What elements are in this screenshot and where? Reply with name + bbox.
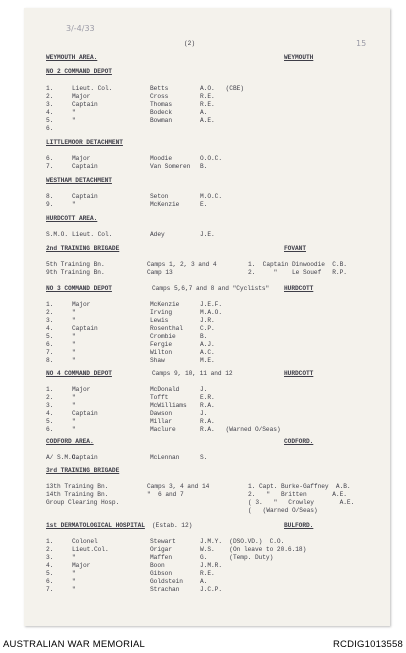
row-number: 4.	[46, 410, 54, 417]
officer-name: Thomas	[150, 101, 172, 108]
officer-initials: J.E.F.	[200, 301, 222, 308]
officer-name: Goldstein	[150, 578, 183, 585]
officer-initials: M.E.	[200, 357, 215, 364]
officer-rank: Major	[72, 386, 91, 393]
officer-initials: J.C.P.	[200, 586, 222, 593]
section-title: WEYMOUTH AREA.	[46, 54, 98, 61]
section-location-note: Camps 5,6,7 and 8 and "Cyclists"	[152, 285, 270, 292]
unit-officer: 2. " Britten A.E.	[248, 491, 347, 498]
officer-rank: "	[72, 570, 76, 577]
officer-rank: Captain	[72, 163, 98, 170]
officer-initials: O.O.C.	[200, 155, 222, 162]
officer-rank: Lieut. Col.	[72, 231, 113, 238]
unit-name: 14th Training Bn.	[46, 491, 109, 498]
section-title: 1st DERMATOLOGICAL HOSPITAL	[46, 522, 145, 529]
officer-name: Cross	[150, 93, 169, 100]
officer-initials: J.R.	[200, 317, 215, 324]
officer-rank: "	[72, 402, 76, 409]
officer-rank: "	[72, 578, 76, 585]
officer-name: McLennan	[150, 454, 180, 461]
row-number: 4.	[46, 325, 54, 332]
officer-rank: "	[72, 201, 76, 208]
row-number: 7.	[46, 586, 54, 593]
officer-name: Betts	[150, 85, 169, 92]
section-location: WEYMOUTH	[284, 54, 314, 61]
officer-initials: R.E.	[200, 570, 215, 577]
officer-initials: E.	[200, 201, 208, 208]
row-number: 6.	[46, 341, 54, 348]
row-number: A/ S.M.O.	[46, 454, 79, 461]
officer-initials: R.E.	[200, 93, 215, 100]
row-number: 8.	[46, 357, 54, 364]
officer-rank: Colonel	[72, 538, 98, 545]
row-number: 5.	[46, 570, 54, 577]
officer-rank: "	[72, 117, 76, 124]
section-location: HURDCOTT	[284, 370, 314, 377]
officer-rank: "	[72, 333, 76, 340]
footer-archive-name: AUSTRALIAN WAR MEMORIAL	[3, 639, 146, 650]
officer-rank: Lieut.Col.	[72, 546, 109, 553]
officer-name: Tofft	[150, 394, 169, 401]
section-title: 3rd TRAINING BRIGADE	[46, 467, 120, 474]
officer-name: Wilton	[150, 349, 172, 356]
officer-initials: R.A.	[200, 418, 215, 425]
unit-officer: 1. Capt. Burke-Gaffney A.B.	[248, 483, 351, 490]
officer-rank: Captain	[72, 101, 98, 108]
officer-name: Strachan	[150, 586, 180, 593]
officer-rank: "	[72, 341, 76, 348]
row-number: 7.	[46, 163, 54, 170]
officer-initials: R.E.	[200, 101, 215, 108]
section-location-note: Camps 9, 10, 11 and 12	[152, 370, 233, 377]
row-number: 8.	[46, 193, 54, 200]
row-number: S.M.O.	[46, 231, 68, 238]
section-title: NO 3 COMMAND DEPOT	[46, 285, 112, 292]
footer-record-id: RCDIG1013558	[333, 639, 403, 650]
officer-name: Stewart	[150, 538, 176, 545]
officer-initials: C.P.	[200, 325, 215, 332]
officer-rank: "	[72, 109, 76, 116]
officer-name: McDonald	[150, 386, 180, 393]
officer-initials: B.	[200, 333, 208, 340]
row-number: 2.	[46, 394, 54, 401]
row-number: 7.	[46, 349, 54, 356]
officer-name: Boon	[150, 562, 165, 569]
section-location-note: (Estab. 12)	[152, 522, 193, 529]
officer-name: Fergie	[150, 341, 172, 348]
officer-name: Gibson	[150, 570, 172, 577]
officer-name: McKenzie	[150, 301, 180, 308]
officer-initials: M.O.C.	[200, 193, 222, 200]
unit-camps: " 6 and 7	[147, 491, 184, 498]
row-number: 6.	[46, 125, 54, 132]
unit-officer: ( (Warned O/Seas)	[248, 507, 318, 514]
row-number: 5.	[46, 333, 54, 340]
unit-name: 5th Training Bn.	[46, 261, 105, 268]
unit-officer: 2. " Le Souef R.P.	[248, 269, 347, 276]
officer-name: Millar	[150, 418, 172, 425]
officer-rank: Captain	[72, 410, 98, 417]
officer-initials: J.E.	[200, 231, 215, 238]
row-number: 6.	[46, 155, 54, 162]
officer-name: Van Someren	[150, 163, 191, 170]
section-location: CODFORD.	[284, 438, 314, 445]
officer-initials: A.J.	[200, 341, 215, 348]
unit-officer: 1. Captain Dinwoodie C.B.	[248, 261, 347, 268]
officer-rank: "	[72, 586, 76, 593]
row-number: 2.	[46, 309, 54, 316]
officer-rank: Major	[72, 93, 91, 100]
row-number: 3.	[46, 317, 54, 324]
officer-name: Dawson	[150, 410, 172, 417]
officer-initials: A.	[200, 109, 208, 116]
section-location: FOVANT	[284, 245, 306, 252]
officer-name: Irving	[150, 309, 172, 316]
officer-name: Shaw	[150, 357, 165, 364]
officer-initials: M.A.O.	[200, 309, 222, 316]
section-title: NO 4 COMMAND DEPOT	[46, 370, 112, 377]
officer-rank: "	[72, 554, 76, 561]
row-number: 9.	[46, 201, 54, 208]
corner-mark: 15	[356, 39, 367, 48]
unit-name: Group Clearing Hosp.	[46, 499, 120, 506]
officer-name: McWilliams	[150, 402, 187, 409]
unit-camps: Camp 13	[147, 269, 173, 276]
officer-rank: "	[72, 349, 76, 356]
section-title: LITTLEMOOR DETACHMENT	[46, 139, 123, 146]
officer-name: Moodie	[150, 155, 172, 162]
officer-rank: "	[72, 426, 76, 433]
row-number: 5.	[46, 117, 54, 124]
row-number: 3.	[46, 554, 54, 561]
officer-name: Origar	[150, 546, 172, 553]
officer-name: Seton	[150, 193, 169, 200]
officer-name: Crombie	[150, 333, 176, 340]
officer-rank: Lieut. Col.	[72, 85, 113, 92]
officer-rank: Major	[72, 301, 91, 308]
officer-name: Lewis	[150, 317, 169, 324]
officer-rank: Captain	[72, 454, 98, 461]
section-title: HURDCOTT AREA.	[46, 215, 98, 222]
row-number: 1.	[46, 85, 54, 92]
row-number: 3.	[46, 402, 54, 409]
section-location: HURDCOTT	[284, 285, 314, 292]
officer-name: Rosenthal	[150, 325, 183, 332]
row-number: 6.	[46, 426, 54, 433]
unit-name: 9th Training Bn.	[46, 269, 105, 276]
unit-camps: Camps 3, 4 and 14	[147, 483, 210, 490]
officer-initials: J.	[200, 410, 208, 417]
officer-name: Bowman	[150, 117, 172, 124]
officer-rank: Major	[72, 562, 91, 569]
section-title: NO 2 COMMAND DEPOT	[46, 68, 112, 75]
row-number: 5.	[46, 418, 54, 425]
officer-rank: "	[72, 357, 76, 364]
officer-initials: J.M.Y. (DSO.VD.) C.O.	[200, 538, 285, 545]
officer-initials: A.E.	[200, 117, 215, 124]
unit-name: 13th Training Bn.	[46, 483, 109, 490]
officer-initials: J.M.R.	[200, 562, 222, 569]
row-number: 3.	[46, 101, 54, 108]
officer-name: McKenzie	[150, 201, 180, 208]
officer-name: Bodeck	[150, 109, 172, 116]
section-title: WESTHAM DETACHMENT	[46, 177, 112, 184]
unit-officer: ( 3. " Crowley A.E.	[248, 499, 355, 506]
unit-camps: Camps 1, 2, 3 and 4	[147, 261, 217, 268]
row-number: 1.	[46, 386, 54, 393]
officer-initials: A.	[200, 578, 208, 585]
officer-initials: A.C.	[200, 349, 215, 356]
page-number: (2)	[184, 40, 195, 47]
officer-initials: R.A.	[200, 402, 215, 409]
officer-initials: E.R.	[200, 394, 215, 401]
archive-mark: 3/-4/33	[66, 24, 95, 33]
officer-name: Maffen	[150, 554, 172, 561]
section-location: BULFORD.	[284, 522, 314, 529]
officer-rank: "	[72, 394, 76, 401]
officer-initials: G. (Temp. Duty)	[200, 554, 274, 561]
row-number: 4.	[46, 109, 54, 116]
section-title: CODFORD AREA.	[46, 438, 94, 445]
section-title: 2nd TRAINING BRIGADE	[46, 245, 120, 252]
officer-initials: S.	[200, 454, 208, 461]
officer-initials: A.O. (CBE)	[200, 85, 244, 92]
officer-rank: "	[72, 317, 76, 324]
row-number: 2.	[46, 93, 54, 100]
officer-rank: Major	[72, 155, 91, 162]
officer-name: Adey	[150, 231, 165, 238]
officer-rank: "	[72, 309, 76, 316]
officer-initials: B.	[200, 163, 208, 170]
row-number: 1.	[46, 538, 54, 545]
officer-initials: J.	[200, 386, 208, 393]
officer-initials: R.A. (Warned O/Seas)	[200, 426, 281, 433]
row-number: 4.	[46, 562, 54, 569]
row-number: 1.	[46, 301, 54, 308]
row-number: 2.	[46, 546, 54, 553]
officer-rank: Captain	[72, 325, 98, 332]
row-number: 6.	[46, 578, 54, 585]
officer-name: Maclure	[150, 426, 176, 433]
officer-rank: "	[72, 418, 76, 425]
officer-rank: Captain	[72, 193, 98, 200]
officer-initials: W.S. (On leave to 20.6.18)	[200, 546, 307, 553]
